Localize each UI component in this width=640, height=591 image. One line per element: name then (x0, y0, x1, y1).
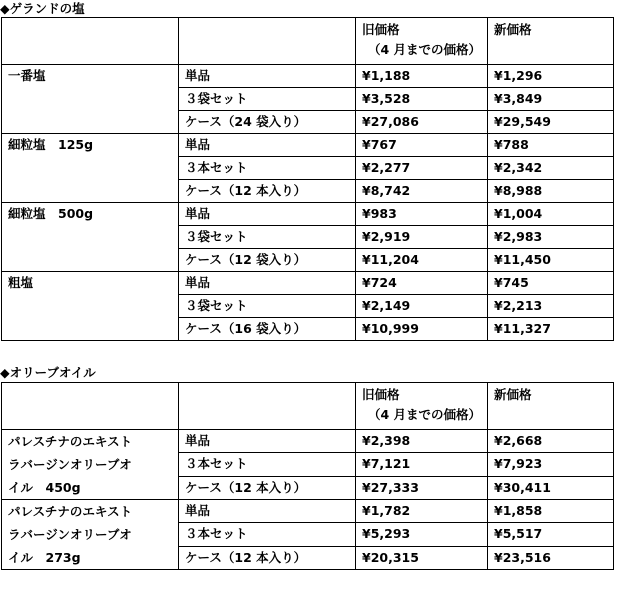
old-price-cell: ¥2,919 (356, 226, 488, 249)
price-table-olive-oil (1, 382, 614, 570)
old-price-cell: ¥27,086 (356, 111, 488, 134)
header-old-price-note: （4 月までの価格） (368, 42, 482, 57)
new-price-cell: ¥1,004 (488, 203, 614, 226)
product-name-cell: 細粒塩 500g (2, 203, 179, 272)
product-name-line: イル 273g (8, 550, 81, 565)
new-price-cell: ¥29,549 (488, 111, 614, 134)
unit-cell: 単品 (179, 134, 356, 157)
old-price-cell: ¥983 (356, 203, 488, 226)
unit-cell: ケース（16 袋入り） (179, 318, 356, 341)
new-price-cell: ¥11,327 (488, 318, 614, 341)
old-price-cell: ¥11,204 (356, 249, 488, 272)
product-name-cell: 細粒塩 125g (2, 134, 179, 203)
header-unit-cell (179, 383, 356, 430)
unit-cell: 単品 (179, 65, 356, 88)
table-row (2, 65, 614, 88)
old-price-cell: ¥8,742 (356, 180, 488, 203)
product-name-cell (2, 500, 179, 570)
table-row (2, 430, 614, 453)
new-price-cell: ¥3,849 (488, 88, 614, 111)
new-price-cell: ¥2,668 (488, 430, 614, 453)
new-price-cell: ¥2,983 (488, 226, 614, 249)
old-price-cell: ¥5,293 (356, 523, 488, 546)
unit-cell: ３本セット (179, 157, 356, 180)
product-name-line: ラバージンオリーブオ (8, 457, 132, 472)
table-header-row (2, 18, 614, 65)
new-price-cell: ¥5,517 (488, 523, 614, 546)
header-product-cell (2, 383, 179, 430)
old-price-cell: ¥27,333 (356, 476, 488, 499)
unit-cell: ケース（24 袋入り） (179, 111, 356, 134)
unit-cell: ３本セット (179, 523, 356, 546)
old-price-cell: ¥1,188 (356, 65, 488, 88)
header-new-price-cell (488, 18, 614, 65)
new-price-cell: ¥11,450 (488, 249, 614, 272)
header-old-price-label: 旧価格 (362, 22, 400, 37)
new-price-cell: ¥8,988 (488, 180, 614, 203)
unit-cell: ３本セット (179, 453, 356, 476)
new-price-cell: ¥1,858 (488, 500, 614, 523)
unit-cell: ケース（12 本入り） (179, 180, 356, 203)
unit-cell: ケース（12 袋入り） (179, 249, 356, 272)
old-price-cell: ¥767 (356, 134, 488, 157)
product-name-cell: 粗塩 (2, 272, 179, 341)
header-old-price-cell (356, 383, 488, 430)
product-name-cell: 一番塩 (2, 65, 179, 134)
unit-cell: ３袋セット (179, 226, 356, 249)
old-price-cell: ¥20,315 (356, 546, 488, 569)
unit-cell: 単品 (179, 203, 356, 226)
section-title-olive-oil: ◆オリーブオイル (0, 365, 96, 380)
product-name-line: パレスチナのエキスト (8, 434, 133, 449)
old-price-cell: ¥7,121 (356, 453, 488, 476)
product-name-line: イル 450g (8, 480, 81, 495)
unit-cell: ３袋セット (179, 295, 356, 318)
new-price-cell: ¥7,923 (488, 453, 614, 476)
new-price-cell: ¥745 (488, 272, 614, 295)
table-row (2, 203, 614, 226)
old-price-cell: ¥10,999 (356, 318, 488, 341)
unit-cell: 単品 (179, 272, 356, 295)
old-price-cell: ¥2,149 (356, 295, 488, 318)
product-name-line: ラバージンオリーブオ (8, 527, 132, 542)
table-row (2, 500, 614, 523)
header-unit-cell (179, 18, 356, 65)
new-price-cell: ¥2,213 (488, 295, 614, 318)
old-price-cell: ¥3,528 (356, 88, 488, 111)
table-row (2, 272, 614, 295)
header-old-price-label: 旧価格 (362, 387, 400, 402)
new-price-cell: ¥788 (488, 134, 614, 157)
header-product-cell (2, 18, 179, 65)
header-new-price-cell (488, 383, 614, 430)
header-new-price-label: 新価格 (494, 387, 532, 402)
new-price-cell: ¥1,296 (488, 65, 614, 88)
unit-cell: ３袋セット (179, 88, 356, 111)
unit-cell: 単品 (179, 430, 356, 453)
unit-cell: 単品 (179, 500, 356, 523)
new-price-cell: ¥23,516 (488, 546, 614, 569)
old-price-cell: ¥724 (356, 272, 488, 295)
product-name-line: パレスチナのエキスト (8, 504, 133, 519)
new-price-cell: ¥2,342 (488, 157, 614, 180)
price-table-guerande-salt (1, 17, 614, 341)
new-price-cell: ¥30,411 (488, 476, 614, 499)
header-new-price-label: 新価格 (494, 22, 532, 37)
header-old-price-note: （4 月までの価格） (368, 407, 482, 422)
unit-cell: ケース（12 本入り） (179, 546, 356, 569)
old-price-cell: ¥2,398 (356, 430, 488, 453)
old-price-cell: ¥1,782 (356, 500, 488, 523)
table-row (2, 134, 614, 157)
section-title-guerande-salt: ◆ゲランドの塩 (0, 1, 85, 16)
table-header-row (2, 383, 614, 430)
old-price-cell: ¥2,277 (356, 157, 488, 180)
unit-cell: ケース（12 本入り） (179, 476, 356, 499)
product-name-cell (2, 430, 179, 500)
header-old-price-cell (356, 18, 488, 65)
